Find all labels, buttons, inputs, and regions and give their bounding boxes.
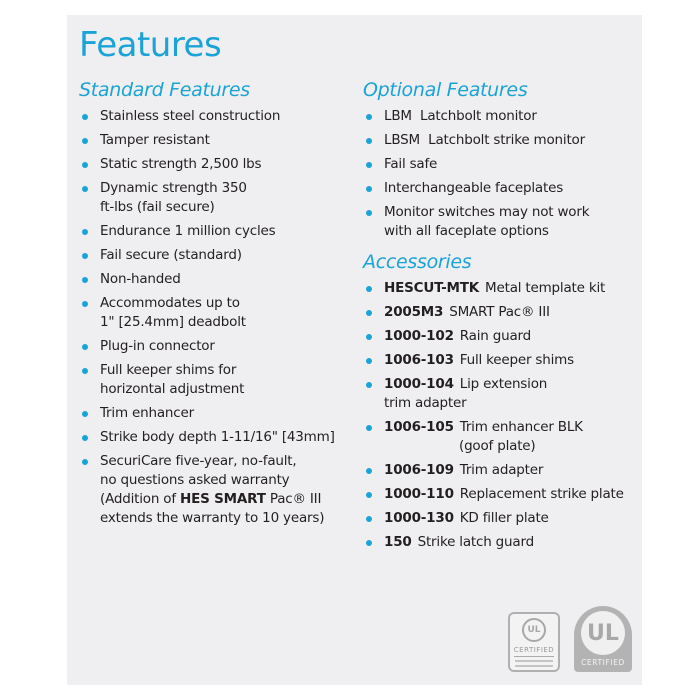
list-item: Accommodates up to 1" [25.4mm] deadbolt bbox=[79, 294, 359, 332]
part-number: 2005M3 bbox=[384, 304, 444, 320]
part-number: 1000-104 bbox=[384, 376, 454, 392]
bullet-icon bbox=[366, 210, 372, 216]
bullet-icon bbox=[366, 162, 372, 168]
bullet-icon bbox=[82, 459, 88, 465]
list-item: Fail safe bbox=[363, 155, 638, 174]
ul-certified-logo bbox=[574, 606, 632, 672]
part-number: HESCUT-MTK bbox=[384, 280, 480, 296]
list-item: Trim enhancer bbox=[79, 404, 359, 423]
bullet-icon bbox=[82, 368, 88, 374]
part-number: 1006-109 bbox=[384, 462, 454, 478]
bullet-icon bbox=[82, 253, 88, 259]
part-number: 1006-105 bbox=[384, 419, 454, 435]
accessory-item: 1006-105 Trim enhancer BLK (goof plate) bbox=[363, 418, 638, 456]
bullet-icon bbox=[366, 425, 372, 431]
bullet-icon bbox=[366, 138, 372, 144]
accessory-item: 2005M3 SMART Pac® III bbox=[363, 303, 638, 322]
bullet-icon bbox=[366, 286, 372, 292]
part-number: 1000-130 bbox=[384, 510, 454, 526]
bullet-icon bbox=[82, 435, 88, 441]
bullet-icon bbox=[82, 344, 88, 350]
bullet-icon bbox=[82, 229, 88, 235]
certification-logos bbox=[508, 606, 632, 672]
brand-name: HES SMART bbox=[180, 491, 266, 507]
bullet-icon bbox=[82, 277, 88, 283]
bullet-icon bbox=[366, 382, 372, 388]
accessory-item: 1006-109 Trim adapter bbox=[363, 461, 638, 480]
bullet-icon bbox=[366, 540, 372, 546]
bullet-icon bbox=[82, 186, 88, 192]
accessory-item: HESCUT-MTK Metal template kit bbox=[363, 279, 638, 298]
bullet-icon bbox=[366, 492, 372, 498]
list-item: Fail secure (standard) bbox=[79, 246, 359, 265]
list-item: Interchangeable faceplates bbox=[363, 179, 638, 198]
list-item: Strike body depth 1-11/16" [43mm] bbox=[79, 428, 359, 447]
list-item: Full keeper shims for horizontal adjustment bbox=[79, 361, 359, 399]
bullet-icon bbox=[366, 358, 372, 364]
bullet-icon bbox=[82, 162, 88, 168]
accessory-item: 1000-102 Rain guard bbox=[363, 327, 638, 346]
list-item: LBM Latchbolt monitor bbox=[363, 107, 638, 126]
bullet-icon bbox=[366, 516, 372, 522]
optional-features-heading: Optional Features bbox=[363, 79, 528, 101]
accessory-item: 1000-104 Lip extension trim adapter bbox=[363, 375, 638, 413]
fine-print-line bbox=[515, 665, 553, 667]
env-certified-label: CERTIFIED bbox=[514, 646, 554, 657]
warranty-item: SecuriCare five-year, no-fault, no questions asked warranty (Addition of HES SMART Pac® III extends the warranty to 10 years) bbox=[79, 452, 359, 528]
bullet-icon bbox=[366, 186, 372, 192]
ul-mark-icon: UL bbox=[581, 611, 625, 655]
accessories-list bbox=[363, 279, 638, 552]
list-item: LBSM Latchbolt strike monitor bbox=[363, 131, 638, 150]
standard-features-column bbox=[79, 77, 359, 533]
bullet-icon bbox=[366, 310, 372, 316]
bullet-icon bbox=[366, 114, 372, 120]
bullet-icon bbox=[366, 468, 372, 474]
optional-features-list bbox=[363, 107, 638, 241]
list-item: Static strength 2,500 lbs bbox=[79, 155, 359, 174]
bullet-icon bbox=[82, 411, 88, 417]
optional-features-column bbox=[363, 77, 638, 557]
fine-print-line bbox=[515, 660, 553, 662]
list-item: Stainless steel construction bbox=[79, 107, 359, 126]
ul-environment-certified-logo bbox=[508, 612, 560, 672]
standard-features-list bbox=[79, 107, 359, 528]
list-item: Endurance 1 million cycles bbox=[79, 222, 359, 241]
accessory-item: 150 Strike latch guard bbox=[363, 533, 638, 552]
page-title: Features bbox=[79, 25, 222, 65]
list-item: Non-handed bbox=[79, 270, 359, 289]
part-number: 1006-103 bbox=[384, 352, 454, 368]
bullet-icon bbox=[82, 138, 88, 144]
bullet-icon bbox=[366, 334, 372, 340]
list-item: Monitor switches may not work with all faceplate options bbox=[363, 203, 638, 241]
accessory-item: 1006-103 Full keeper shims bbox=[363, 351, 638, 370]
bullet-icon bbox=[82, 301, 88, 307]
bullet-icon bbox=[82, 114, 88, 120]
features-panel bbox=[67, 15, 642, 685]
standard-features-heading: Standard Features bbox=[79, 79, 250, 101]
list-item: Plug-in connector bbox=[79, 337, 359, 356]
accessory-item: 1000-130 KD filler plate bbox=[363, 509, 638, 528]
part-number: 1000-110 bbox=[384, 486, 454, 502]
ul-env-mark-icon: UL bbox=[522, 618, 546, 642]
accessories-heading: Accessories bbox=[363, 251, 472, 273]
list-item: Tamper resistant bbox=[79, 131, 359, 150]
part-number: 150 bbox=[384, 534, 412, 550]
part-number: 1000-102 bbox=[384, 328, 454, 344]
ul-certified-label: CERTIFIED bbox=[581, 658, 625, 667]
list-item: Dynamic strength 350 ft-lbs (fail secure) bbox=[79, 179, 359, 217]
accessory-item: 1000-110 Replacement strike plate bbox=[363, 485, 638, 504]
